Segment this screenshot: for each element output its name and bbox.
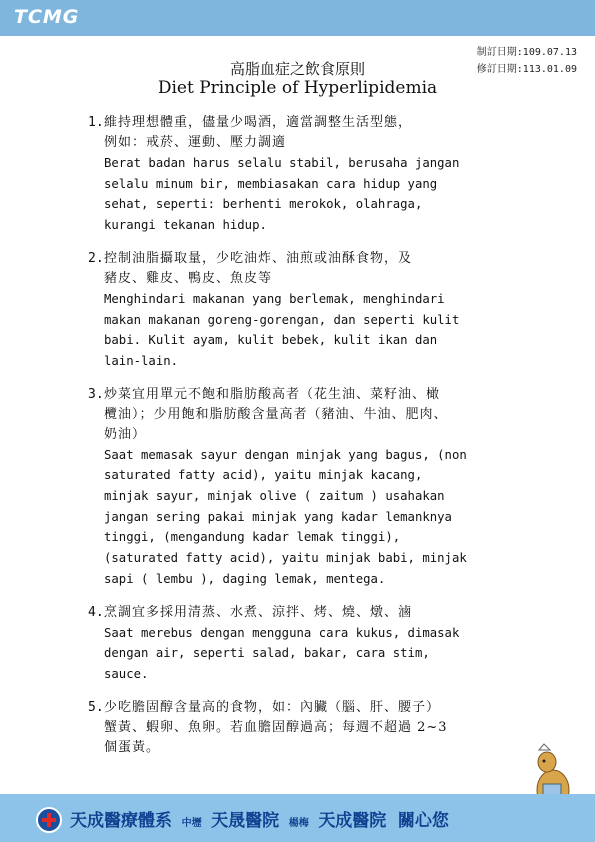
footer-text xyxy=(70,806,449,831)
item-text-zh: 炒菜宜用單元不飽和脂肪酸高者（花生油、菜籽油、橄 欖油）；少用飽和脂肪酸含量高者（豬油、牛油、肥肉、 奶油） xyxy=(104,386,448,442)
hospital-1: 天晟醫院 xyxy=(211,811,280,831)
principle-list xyxy=(88,113,528,771)
location-1: 中壢 xyxy=(181,818,202,829)
item-text-zh: 烹調宜多採用清蒸、水煮、涼拌、烤、燒、燉、滷 xyxy=(104,604,413,620)
item-text-zh: 控制油脂攝取量，少吃油炸、油煎或油酥食物，及 豬皮、雞皮、鴨皮、魚皮等 xyxy=(104,250,413,286)
slogan: 關心您 xyxy=(397,811,449,831)
principle-item-3 xyxy=(88,385,528,590)
item-number: 3. xyxy=(88,386,104,402)
footer-bar xyxy=(0,794,595,842)
header-bar xyxy=(0,0,595,36)
item-text-zh: 維持理想體重，儘量少喝酒，適當調整生活型態， 例如：戒菸、運動、壓力調適 xyxy=(104,115,413,150)
item-number: 4. xyxy=(88,604,104,620)
title-chinese: 高脂血症之飲食原則 xyxy=(229,60,365,78)
title-english: Diet Principle of Hyperlipidemia xyxy=(157,78,438,98)
hospital-cross-icon xyxy=(36,807,62,833)
org-name: 天成醫療體系 xyxy=(70,811,172,831)
revised-date: 修訂日期:113.01.09 xyxy=(476,64,577,75)
location-2: 楊梅 xyxy=(288,818,309,829)
principle-item-2 xyxy=(88,249,528,372)
item-number: 2. xyxy=(88,250,104,266)
item-number: 5. xyxy=(88,699,104,715)
item-text-id: Saat merebus dengan mengguna cara kukus, dimasak dengan air, seperti salad, bakar, cara stim, sauce. xyxy=(104,625,460,681)
item-text-zh: 少吃膽固醇含量高的食物，如：內臟（腦、肝、腰子） 蟹黃、蝦卵、魚卵。若血膽固醇過高；每週不超過 2~3 個蛋黃。 xyxy=(104,699,448,755)
tcmg-logo: TCMG xyxy=(14,6,80,28)
principle-item-4 xyxy=(88,603,528,685)
made-date: 制訂日期:109.07.13 xyxy=(476,47,577,58)
item-text-id: Saat memasak sayur dengan minjak yang bagus, (non saturated fatty acid), yaitu minjak kacang, minjak sayur, minjak olive ( zaitum ) usahakan jangan sering pakai minjak yang kadar lemanknya tinggi, (mengandung kadar lemak tinggi), (saturated fatty acid), yaitu minjak babi, minjak sapi ( lembu ), daging lemak, mentega. xyxy=(104,447,467,586)
hospital-2: 天成醫院 xyxy=(318,811,387,831)
item-text-id: Menghindari makanan yang berlemak, menghindari makan makanan goreng-gorengan, dan seperti kulit babi. Kulit ayam, kulit bebek, kulit ikan dan lain-lain. xyxy=(104,291,460,368)
principle-item-5 xyxy=(88,698,528,758)
principle-item-1 xyxy=(88,113,528,236)
item-number: 1. xyxy=(88,115,104,130)
item-text-id: Berat badan harus selalu stabil, berusaha jangan selalu minum bir, membiasakan cara hidup yang sehat, seperti: berhenti merokok, olahraga, kurangi tekanan hidup. xyxy=(104,156,460,233)
